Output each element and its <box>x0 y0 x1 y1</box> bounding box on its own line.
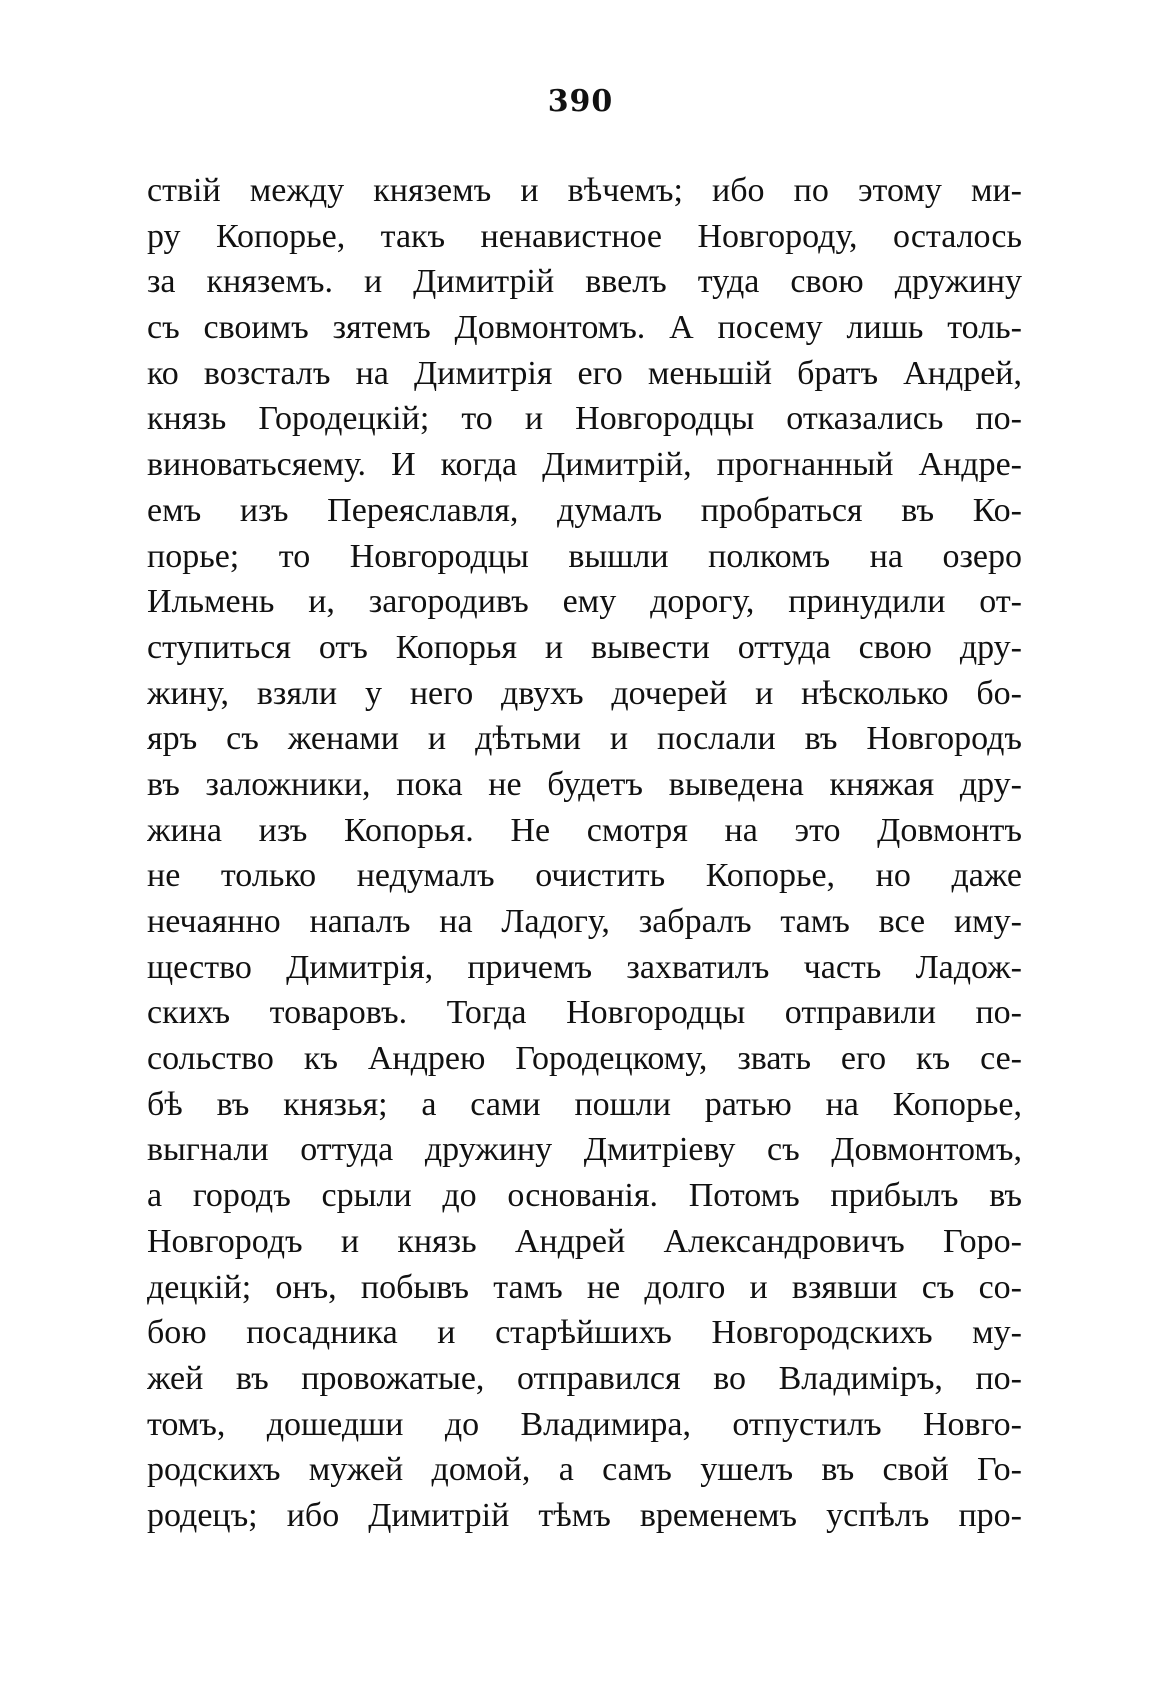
text-line: томъ, дошедши до Владимира, отпустилъ Новго- <box>147 1405 1022 1443</box>
text-line: родецъ; ибо Димитрій тѣмъ временемъ успѣлъ про- <box>147 1496 1022 1534</box>
text-line: скихъ товаровъ. Тогда Новгородцы отправили по- <box>147 994 1022 1032</box>
text-line: Новгородъ и князь Андрей Александровичъ Горо- <box>147 1222 1022 1260</box>
text-line: ру Копорье, такъ ненавистное Новгороду, осталось <box>147 217 1022 255</box>
text-line: жей въ провожатые, отправился во Владиміръ, по- <box>147 1359 1022 1397</box>
page-number: 390 <box>547 84 614 119</box>
text-line: щество Димитрія, причемъ захватилъ часть Ладож- <box>147 948 1022 986</box>
text-line: въ заложники, пока не будетъ выведена княжая дру- <box>147 765 1022 803</box>
text-line: бѣ въ князья; а сами пошли ратью на Копорье, <box>147 1085 1022 1123</box>
text-line: виноватьсяему. И когда Димитрій, прогнанный Андре- <box>147 446 1022 484</box>
body-text <box>147 168 1022 1539</box>
text-line: емъ изъ Переяславля, думалъ пробраться въ Ко- <box>147 491 1022 529</box>
text-line: съ своимъ зятемъ Довмонтомъ. А посему лишь толь- <box>147 309 1022 347</box>
text-line: нечаянно напалъ на Ладогу, забралъ тамъ все иму- <box>147 903 1022 940</box>
text-line: а городъ срыли до основанія. Потомъ прибылъ въ <box>147 1177 1022 1215</box>
text-line: жину, взяли у него двухъ дочерей и нѣсколько бо- <box>147 674 1022 712</box>
text-line: Ильмень и, загородивъ ему дорогу, принудили от- <box>147 583 1022 621</box>
text-line: ствій между княземъ и вѣчемъ; ибо по этому ми- <box>147 172 1022 209</box>
text-line: порье; то Новгородцы вышли полкомъ на озеро <box>147 537 1022 575</box>
text-line: князь Городецкій; то и Новгородцы отказались по- <box>147 400 1022 438</box>
text-line: децкій; онъ, побывъ тамъ не долго и взявши съ со- <box>147 1268 1022 1306</box>
text-line: сольство къ Андрею Городецкому, звать его къ се- <box>147 1040 1022 1078</box>
text-line: жина изъ Копорья. Не смотря на это Довмонтъ <box>147 811 1022 849</box>
text-line: ко возсталъ на Димитрія его меньшій братъ Андрей, <box>147 354 1022 392</box>
text-line: ступиться отъ Копорья и вывести оттуда свою дру- <box>147 628 1022 666</box>
text-line: выгнали оттуда дружину Дмитріеву съ Довмонтомъ, <box>147 1131 1022 1169</box>
text-line: родскихъ мужей домой, а самъ ушелъ въ свой Го- <box>147 1451 1022 1489</box>
text-line: за княземъ. и Димитрій ввелъ туда свою дружину <box>147 263 1022 301</box>
text-line: не только недумалъ очистить Копорье, но даже <box>147 857 1022 895</box>
text-line: бою посадника и старѣйшихъ Новгородскихъ му- <box>147 1314 1022 1352</box>
text-line: яръ съ женами и дѣтьми и послали въ Новгородъ <box>147 720 1022 758</box>
